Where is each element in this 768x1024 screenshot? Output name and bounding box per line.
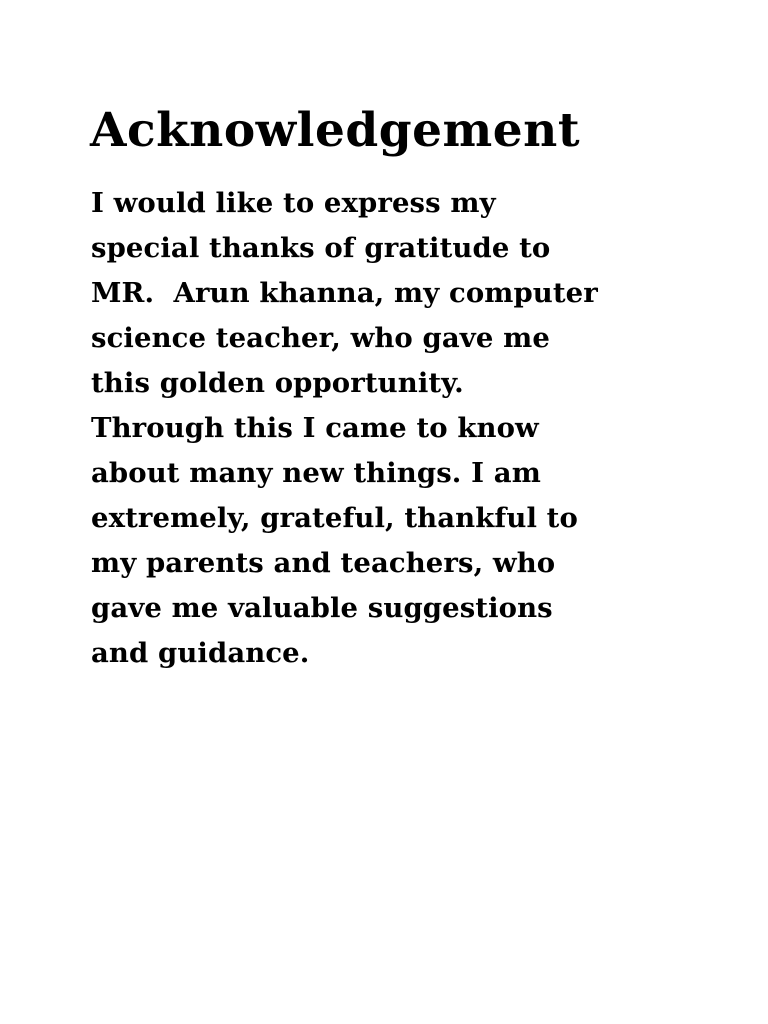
page-title: Acknowledgement	[90, 103, 581, 158]
body-line: my parents and teachers, who	[91, 547, 556, 579]
body-line: science teacher, who gave me	[91, 322, 550, 354]
body-line: MR. Arun khanna, my computer	[91, 277, 598, 309]
body-line: gave me valuable suggestions	[91, 592, 553, 624]
body-line: and guidance.	[91, 637, 310, 669]
body-line: Through this I came to know	[91, 412, 539, 444]
body-line: this golden opportunity.	[91, 367, 464, 399]
acknowledgement-body	[91, 181, 731, 676]
body-line: I would like to express my	[91, 187, 496, 219]
body-line: special thanks of gratitude to	[91, 232, 551, 264]
body-line: about many new things. I am	[91, 457, 541, 489]
body-line: extremely, grateful, thankful to	[91, 502, 578, 534]
